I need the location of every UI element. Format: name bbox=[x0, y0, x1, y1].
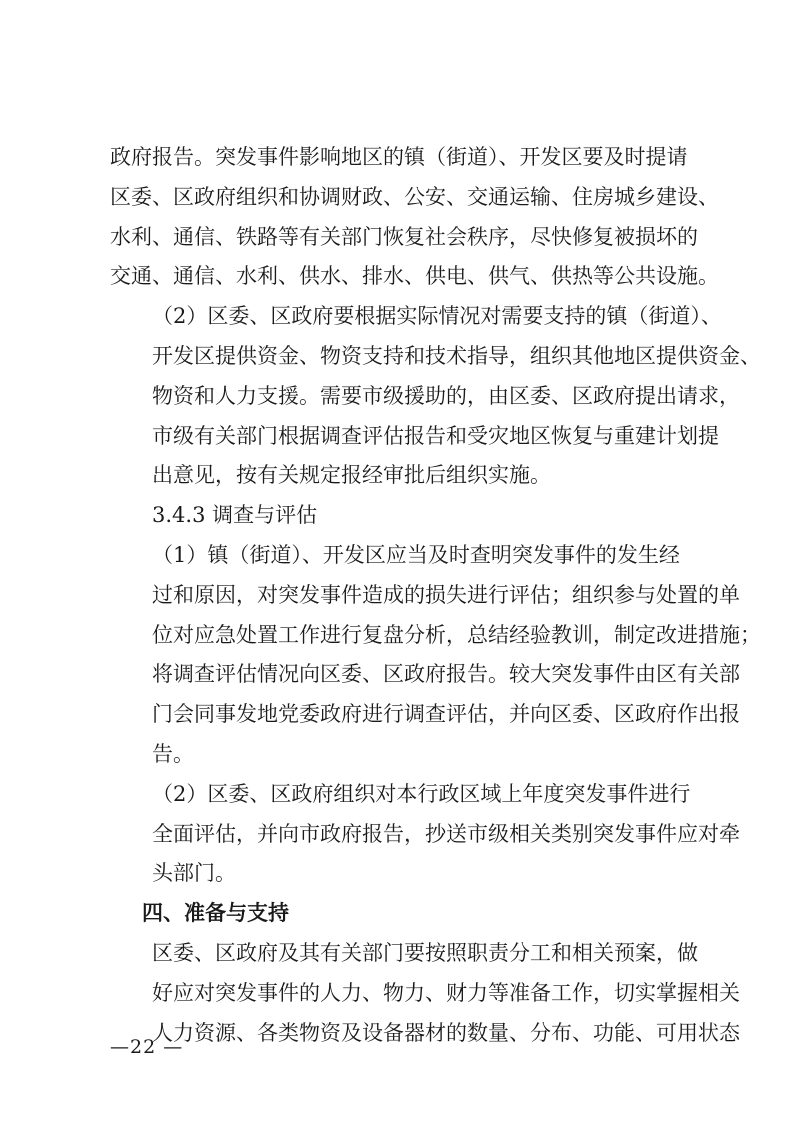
text-line: （2）区委、区政府要根据实际情况对需要支持的镇（街道）、 bbox=[152, 304, 722, 329]
text-line: 市级有关部门根据调查评估报告和受灾地区恢复与重建计划提 bbox=[152, 423, 719, 448]
paragraph-support-item-2 bbox=[110, 297, 761, 496]
text-line: 将调查评估情况向区委、区政府报告。较大突发事件由区有关部 bbox=[152, 662, 740, 687]
text-line: 头部门。 bbox=[152, 861, 236, 886]
text-line: 出意见，按有关规定报经审批后组织实施。 bbox=[152, 463, 551, 488]
paragraph-preparation bbox=[110, 934, 740, 1053]
text-line: （2）区委、区政府组织对本行政区域上年度突发事件进行 bbox=[152, 781, 691, 806]
text-line: 区委、区政府组织和协调财政、公安、交通运输、住房城乡建设、 bbox=[110, 184, 719, 209]
text-line: 交通、通信、水利、供水、排水、供电、供气、供热等公共设施。 bbox=[110, 264, 719, 289]
text-line: 人力资源、各类物资及设备器材的数量、分布、功能、可用状态 bbox=[152, 1020, 740, 1045]
text-line: 开发区提供资金、物资支持和技术指导，组织其他地区提供资金、 bbox=[152, 343, 761, 368]
text-line: （1）镇（街道）、开发区应当及时查明突发事件的发生经 bbox=[152, 542, 680, 567]
text-line: 过和原因，对突发事件造成的损失进行评估；组织参与处置的单 bbox=[152, 582, 740, 607]
paragraph-continued-report bbox=[110, 138, 719, 297]
text-line: 告。 bbox=[152, 741, 194, 766]
section-heading-4: 四、准备与支持 bbox=[142, 901, 289, 926]
text-line: 物资和人力支援。需要市级援助的，由区委、区政府提出请求， bbox=[152, 383, 740, 408]
text-line: 全面评估，并向市政府报告，抄送市级相关类别突发事件应对牵 bbox=[152, 821, 740, 846]
section-heading-3-4-3: 3.4.3 调查与评估 bbox=[152, 503, 318, 528]
text-line: 水利、通信、铁路等有关部门恢复社会秩序，尽快修复被损坏的 bbox=[110, 224, 698, 249]
text-line: 区委、区政府及其有关部门要按照职责分工和相关预案，做 bbox=[152, 940, 698, 965]
paragraph-investigation-item-1 bbox=[110, 536, 761, 775]
page-number: —22 — bbox=[110, 1036, 184, 1058]
paragraph-investigation-item-2 bbox=[110, 775, 740, 894]
text-line: 好应对突发事件的人力、物力、财力等准备工作，切实掌握相关 bbox=[152, 980, 740, 1005]
document-body bbox=[110, 138, 761, 1053]
text-line: 位对应急处置工作进行复盘分析，总结经验教训，制定改进措施； bbox=[152, 622, 761, 647]
text-line: 门会同事发地党委政府进行调查评估，并向区委、区政府作出报 bbox=[152, 702, 740, 727]
text-line: 政府报告。突发事件影响地区的镇（街道）、开发区要及时提请 bbox=[110, 145, 688, 169]
